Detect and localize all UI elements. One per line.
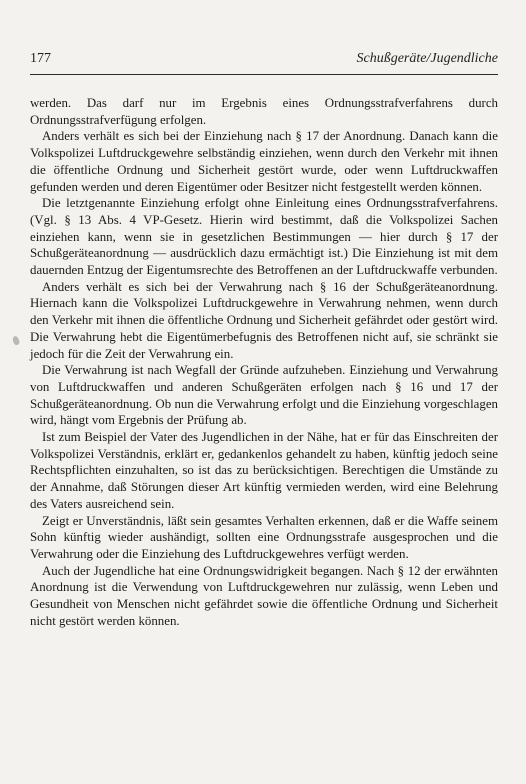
page-header: [30, 51, 498, 73]
paragraph: Die Verwahrung ist nach Wegfall der Gründe aufzuheben. Einziehung und Verwahrung von Luftdruckwaffen und anderen Schußgeräten erfolgen nach § 16 und 17 der Schußgeräteanordnung. Ob nun die Verwahrung erfolgt und die Einziehung vorgeschlagen wird, hängt vom Ergebnis der Prüfung ab.: [30, 363, 498, 428]
paragraph: Anders verhält es sich bei der Einziehung nach § 17 der Anordnung. Danach kann die Volkspolizei Luftdruckgewehre selbständig einziehen, wenn durch den Verkehr mit ihnen die öffentliche Ordnung und Sicherheit gestört wurde, oder wenn Luftdruckwaffen gefunden werden und deren Eigentümer oder Besitzer nicht festgestellt werden können.: [30, 129, 498, 194]
margin-mark: [12, 335, 20, 345]
paragraph: Ist zum Beispiel der Vater des Jugendlichen in der Nähe, hat er für das Einschreiten der Volkspolizei Verständnis, erklärt er, gedankenlos gehandelt zu haben, künftig jedoch seine Rechtspflichten einzuhalten, so ist das zu berücksichtigen. Berechtigen die Umstände zu der Annahme, daß Störungen dieser Art künftig vermieden werden, wird eine Belehrung des Vaters ausreichend sein.: [30, 430, 498, 511]
paragraph: Auch der Jugendliche hat eine Ordnungswidrigkeit begangen. Nach § 12 der erwähnten Anordnung ist die Verwendung von Luftdruckgewehren nur zulässig, wenn Leben und Gesundheit von Menschen nicht gefährdet sowie die öffentliche Ordnung und Sicherheit nicht gestört werden können.: [30, 563, 498, 628]
running-title: Schußgeräte/Jugendliche: [356, 51, 498, 66]
paragraph: werden. Das darf nur im Ergebnis eines Ordnungsstrafverfahrens durch Ordnungsstrafverfügung erfolgen.: [30, 96, 498, 127]
paragraph: Die letztgenannte Einziehung erfolgt ohne Einleitung eines Ordnungsstrafverfahrens. (Vgl. § 13 Abs. 4 VP-Gesetz. Hierin wird bestimmt, daß die Volkspolizei Sachen einziehen kann, wenn sie in gesetzlichen Bestimmungen — hier durch § 17 der Schußgeräteanordnung — ausdrücklich dazu ermächtigt ist.) Die Einziehung ist mit dem dauernden Entzug der Eigentumsrechte des Betroffenen an der Luftdruckwaffe verbunden.: [30, 196, 498, 278]
paragraph: Anders verhält es sich bei der Verwahrung nach § 16 der Schußgeräteanordnung. Hiernach kann die Volkspolizei Luftdruckgewehre in Verwahrung nehmen, wenn durch den Verkehr mit ihnen die öffentliche Ordnung und Sicherheit gefährdet oder gestört wird. Die Verwahrung hebt die Eigentümerbefugnis des Betroffenen nicht auf, sie schränkt sie jedoch für die Zeit der Verwahrung ein.: [30, 279, 498, 361]
header-rule: [30, 74, 498, 75]
body-text: [30, 95, 498, 630]
page-number: 177: [30, 51, 51, 66]
paragraph: Zeigt er Unverständnis, läßt sein gesamtes Verhalten erkennen, daß er die Waffe seinem Sohn künftig wieder aushändigt, sollten eine Ordnungsstrafe ausgesprochen und die Verwahrung oder die Einziehung des Luftdruckgewehres verfügt werden.: [30, 513, 498, 561]
